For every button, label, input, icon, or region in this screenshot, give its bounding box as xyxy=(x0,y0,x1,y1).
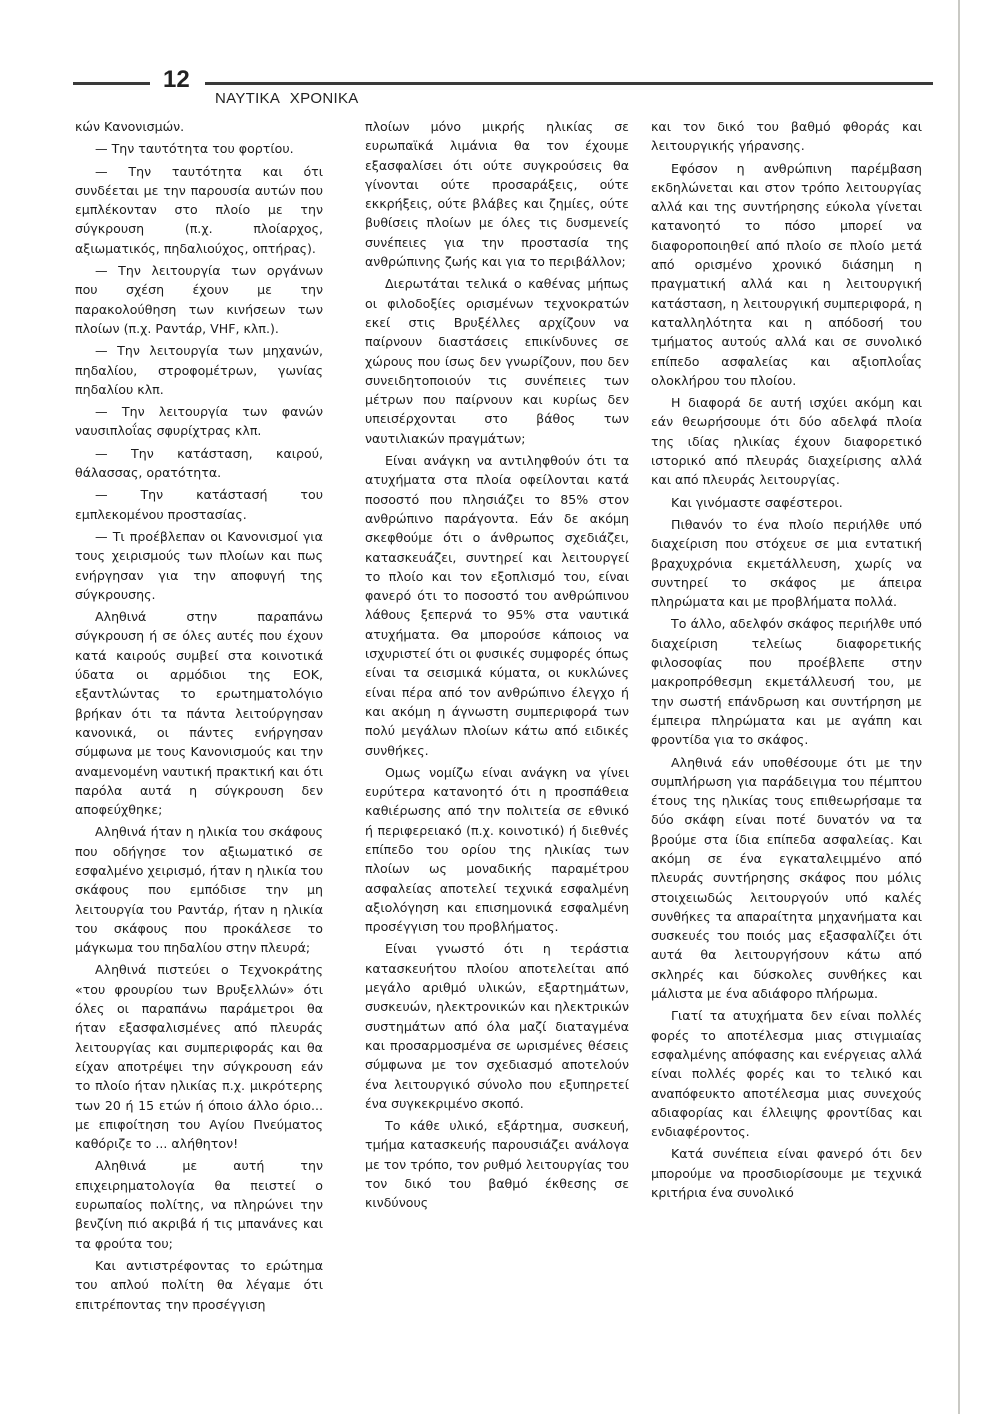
paragraph: Αληθινά με αυτή την επιχειρηματολογία θα πειστεί ο ευρωπαίος πολίτης, να πληρώνει την βενζίνη πιό ακριβά ή τις μπανάνες και τα φρούτα του; xyxy=(75,1158,323,1251)
article-column-2 xyxy=(365,117,629,1216)
article-column-3 xyxy=(651,117,922,1205)
paragraph: Είναι ανάγκη να αντιληφθούν ότι τα ατυχήματα στα πλοία οφείλονται κατά ποσοστό που πλησιάζει το 85% στον ανθρώπινο παράγοντα. Εάν δε ακόμη σκεφθούμε ότι ο άνθρωπος σχεδιάζει, κατασκευάζει, συντηρεί και λειτουργεί το πλοίο και τον εξοπλισμό του, είναι φανερό ότι το ποσοστό του ανθρώπινου λάθους ξεπερνά το 95% στα ναυτικά ατυχήματα. Θα μπορούσε κάποιος να ισχυριστεί ότι οι φυσικές συμφορές όπως είναι τα σεισμικά κύματα, οι κυκλώνες είναι πέρα από τον ανθρώπινο έλεγχο ή και ακόμη η άγνωστη συμπεριφορά των πολύ μεγάλων πλοίων κάτω από ειδικές συνθήκες. xyxy=(365,453,629,758)
paragraph: — Την λειτουργία των μηχανών, πηδαλίου, στροφομέτρων, γωνίας πηδαλίου κλπ. xyxy=(75,343,323,397)
paragraph: Γιατί τα ατυχήματα δεν είναι πολλές φορές το αποτέλεσμα μιας στιγμιαίας εσφαλμένης απόφασης και ενέργειας αλλά είναι πολλές φορές και το τελικό και αναπόφευκτο αποτέλεσμα μιας συνεχούς αδιαφορίας και έλλειψης φροντίδας και ενδιαφέροντος. xyxy=(651,1008,922,1140)
header-rule-left xyxy=(73,82,150,85)
paragraph: Αληθινά πιστεύει ο Τεχνοκράτης «του φρουρίου των Βρυξελλών» ότι όλες οι παραπάνω παράμετροι θα ήταν εξασφαλισμένες από πλευράς λειτουργίας και συμπεριφοράς και θα είχαν αποτρέψει την σύγκρουση εάν το πλοίο ήταν ηλικίας π.χ. μικρότερης των 20 ή 15 ετών ή όποιο άλλο όριο... με επιφοίτηση του Αγίου Πνεύματος καθόριζε το ... αλήθητον! xyxy=(75,962,323,1152)
page-number: 12 xyxy=(163,66,190,93)
paragraph: — Την ταυτότητα και ότι συνδέεται με την παρουσία αυτών που εμπλέκονταν στο πλοίο με την σύγκρουση (π.χ. πλοίαρχος, αξιωματικός, πηδαλιούχος, οπτήρας). xyxy=(75,163,323,256)
paragraph: — Τι προέβλεπαν οι Κανονισμοί για τους χειρισμούς των πλοίων και πως ενήργησαν για την αποφυγή της σύγκρουσης. xyxy=(75,528,323,602)
page-edge-divider xyxy=(958,0,960,1414)
publication-title: ΝΑΥΤΙΚΑ ΧΡΟΝΙΚΑ xyxy=(215,90,359,107)
paragraph: Κατά συνέπεια είναι φανερό ότι δεν μπορούμε να προσδιορίσουμε με τεχνικά κριτήρια ένα συνολικό xyxy=(651,1146,922,1201)
paragraph: Αληθινά εάν υποθέσουμε ότι με την συμπλήρωση για παράδειγμα του πέμπτου έτους της ηλικίας τους επιθεωρήσαμε τα δύο σκάφη είναι ποτέ δυνατόν να τα βρούμε στα ίδια επίπεδα ασφαλείας. Και ακόμη σε ένα εγκαταλειμμένο από πλευράς συντήρησης σκάφος που μόλις στοιχειωδώς λειτουργούν υπό καλές συνθήκες τα απαραίτητα μηχανήματα και συσκευές του ποιός μας εξασφαλίζει ότι αυτά θα λειτουργήσουν κάτω από σκληρές και δύσκολες συνθήκες και μάλιστα με ένα αδιάφορο πλήρωμα. xyxy=(651,754,922,1002)
paragraph: Εφόσον η ανθρώπινη παρέμβαση εκδηλώνεται και στον τρόπο λειτουργίας αλλά και της συντήρησης εύκολα γίνεται κατανοητό το πόσο μπορεί να διαφοροποιηθεί από πλοίο σε πλοίο μετά από ορισμένο χρονικό διάσημη η πραγματική αλλά και η λειτουργική κατάσταση, η λειτουργική συμπεριφορά, η καταλληλότητα και η απόδοσή του τμήματος αυτούς αλλά και σε συνολικό επίπεδο ασφαλείας και αξιοπλοΐας ολοκλήρου του πλοίου. xyxy=(651,160,922,388)
article-column-1 xyxy=(75,117,323,1317)
paragraph: Ομως νομίζω είναι ανάγκη να γίνει ευρύτερα κατανοητό ότι η προσπάθεια καθιέρωσης από την πολιτεία σε εθνικό ή περιφερειακό (π.χ. κοινοτικό) ή διεθνές επίπεδο του ορίου της ηλικίας των πλοίων ως μοναδικής παραμέτρου ασφαλείας αποτελεί τεχνικά εσφαλμένη αξιολόγηση και επισημονικά εσφαλμένη προσέγγιση του προβλήματος. xyxy=(365,764,629,935)
paragraph: και τον δικό του βαθμό φθοράς και λειτουργικής γήρανσης. xyxy=(651,119,922,154)
paragraph: — Την κατάσταση, καιρού, θάλασσας, ορατότητα. xyxy=(75,445,323,481)
paragraph: Και αντιστρέφοντας το ερώτημα του απλού πολίτη θα λέγαμε ότι επιτρέποντας την προσέγγιση xyxy=(75,1257,323,1312)
page-header xyxy=(0,0,1000,120)
paragraph: Η διαφορά δε αυτή ισχύει ακόμη και εάν θεωρήσουμε ότι δύο αδελφά πλοία της ιδίας ηλικίας έχουν διαφορετικό ιστορικό από πλευράς διαχείρισης αλλά και από πλευράς λειτουργίας. xyxy=(651,395,922,488)
paragraph: Αληθινά στην παραπάνω σύγκρουση ή σε όλες αυτές που έχουν κατά καιρούς συμβεί στα κοινοτικά ύδατα οι αρμόδιοι της ΕΟΚ, εξαντλώντας το ερωτηματολόγιο βρήκαν ότι τα πάντα λειτούργησαν κανονικά, οι πάντες ενήργησαν σύμφωνα με τους Κανονισμούς και την αναμενομένη ναυτική πρακτική και ότι παρόλα αυτά η σύγκρουση δεν αποφεύχθηκε; xyxy=(75,609,323,818)
header-rule-right xyxy=(205,82,933,85)
paragraph: — Την λειτουργία των φανών ναυσιπλοΐας σφυρίχτρας κλπ. xyxy=(75,404,323,439)
paragraph: Το κάθε υλικό, εξάρτημα, συσκευή, τμήμα κατασκευής παρουσιάζει ανάλογα με τον τρόπο, τον ρυθμό λειτουργίας του τον δικό του βαθμό έκθεσης σε κινδύνους xyxy=(365,1118,629,1211)
paragraph: — Την κατάστασή του εμπλεκομένου προστασίας. xyxy=(75,487,323,522)
paragraph: πλοίων μόνο μικρής ηλικίας σε ευρωπαϊκά λιμάνια θα τον έχουμε εξασφαλίσει ότι ούτε συγκρούσεις θα γίνονται ούτε προσαράξεις, ούτε εκκρήξεις, ούτε βλάβες και ζημίες, ούτε βυθίσεις πλοίων με όλες τις δυσμενείς συνέπειες για την προστασία της ανθρώπινης ζωής και για το περιβάλλον; xyxy=(365,119,629,270)
paragraph: Αληθινά ήταν η ηλικία του σκάφους που οδήγησε τον αξιωματικό σε εσφαλμένο χειρισμό, ήταν η ηλικία του σκάφους που εμπόδισε την μη λειτουργία του Ραντάρ, ήταν η ηλικία του σκάφους που προκάλεσε το μάγκωμα του πηδαλίου στην πλευρά; xyxy=(75,824,323,956)
paragraph: κών Κανονισμών. xyxy=(75,119,185,134)
paragraph: Και γινόμαστε σαφέστεροι. xyxy=(671,494,843,510)
paragraph: Το άλλο, αδελφόν σκάφος περιήλθε υπό διαχείριση τελείως διαφορετικής φιλοσοφίας που προέβλεπε στην μακροπρόθεσμη εκμετάλλευσή του, με την σωστή επάνδρωση και συντήρηση με έμπειρα πληρώματα και με αγάπη και φροντίδα για το σκάφος. xyxy=(651,616,922,748)
paragraph: — Την ταυτότητα του φορτίου. xyxy=(95,141,294,157)
paragraph: Διερωτάται τελικά ο καθένας μήπως οι φιλοδοξίες ορισμένων τεχνοκρατών εκεί στις Βρυξέλλες αρχίζουν να παίρνουν διαστάσεις επικίνδυνες σε χώρους που ίσως δεν γνωρίζουν, που δεν συνειδητοποιούν τις συνέπειες των μέτρων που παίρνουν και κυρίως δεν υπεισέρχονται στο βάθος των ναυτιλιακών πραγμάτων; xyxy=(365,276,629,446)
paragraph: Πιθανόν το ένα πλοίο περιήλθε υπό διαχείριση που στόχευε σε μια εντατική βραχυχρόνια εκμετάλλευση, χωρίς να συντηρεί το σκάφος με άπειρα πληρώματα και με προβλήματα πολλά. xyxy=(651,516,922,610)
paragraph: Είναι γνωστό ότι η τεράστια κατασκευήτου πλοίου αποτελείται από μεγάλο αριθμό υλικών, εξαρτημάτων, συσκευών, ηλεκτρονικών και ηλεκτρικών συστημάτων από όλα μαζί διαταγμένα και προσαρμοσμένα σε ωρισμένες θέσεις σύμφωνα με τον σχεδιασμό αποτελούν ένα λειτουργικό σύνολο που εξυπηρετεί ένα συγκεκριμένο σκοπό. xyxy=(365,941,629,1111)
paragraph: — Την λειτουργία των οργάνων που σχέση έχουν με την παρακολούθηση των κινήσεων των πλοίων (π.χ. Ραντάρ, VHF, κλπ.). xyxy=(75,263,323,336)
